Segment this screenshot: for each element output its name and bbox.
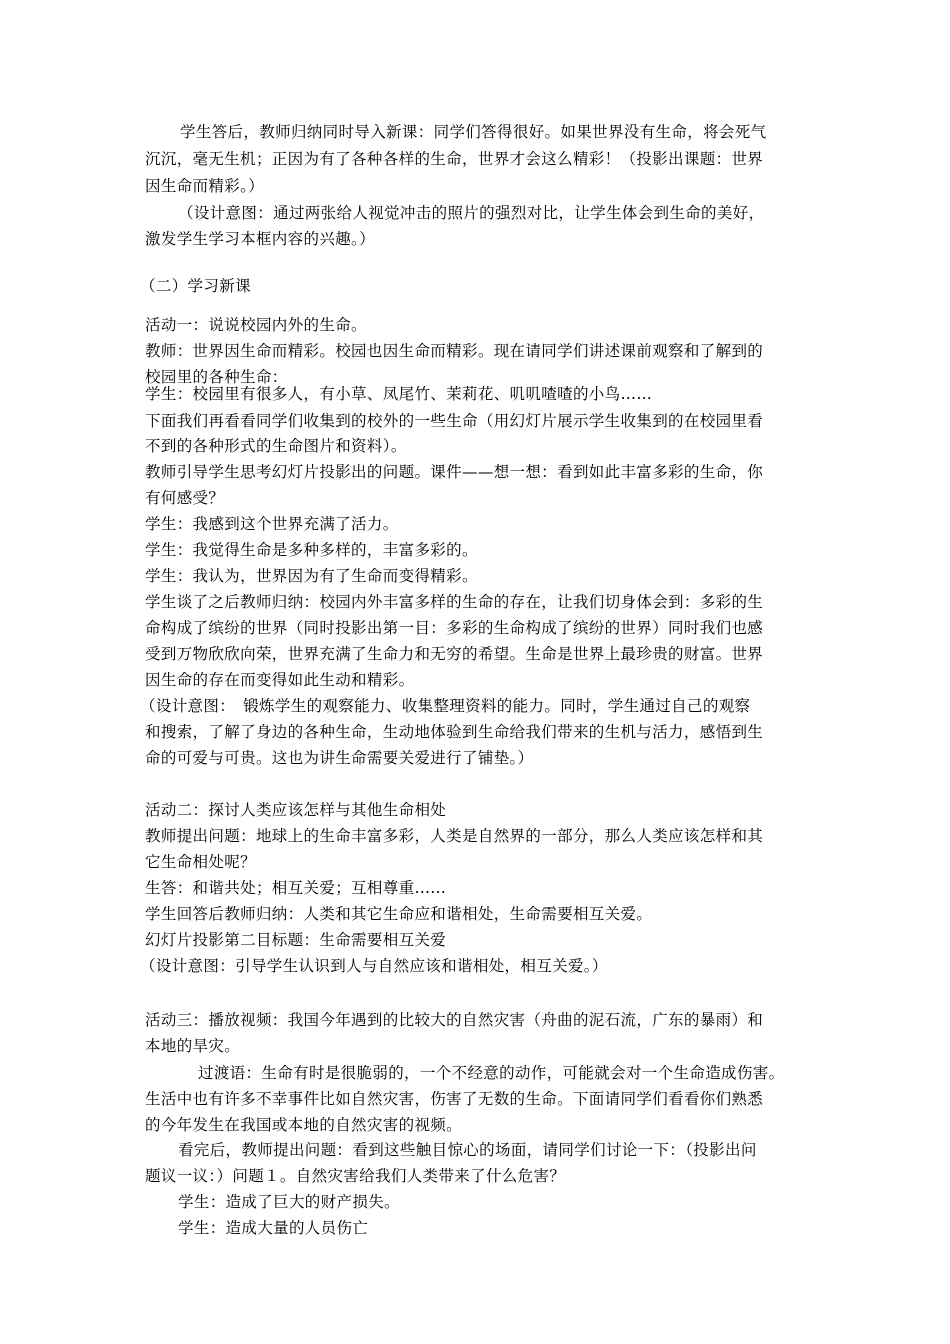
paragraph-line: 它生命相处呢？ xyxy=(145,853,256,871)
paragraph-line: 和搜索，了解了身边的各种生命，生动地体验到生命给我们带来的生机与活力，感悟到生 xyxy=(145,723,764,741)
paragraph-line: （设计意图：通过两张给人视觉冲击的照片的强烈对比，让学生体会到生命的美好， xyxy=(178,204,765,222)
paragraph-line: 学生谈了之后教师归纳：校园内外丰富多样的生命的存在，让我们切身体会到：多彩的生 xyxy=(145,593,764,611)
paragraph-line: 学生：校园里有很多人，有小草、凤尾竹、茉莉花、叽叽喳喳的小鸟…… xyxy=(145,385,653,403)
paragraph-line: 沉沉，毫无生机；正因为有了各种各样的生命，世界才会这么精彩！（投影出课题：世界 xyxy=(145,150,764,168)
paragraph-line: 学生：我认为，世界因为有了生命而变得精彩。 xyxy=(145,567,478,585)
paragraph-line: 看完后，教师提出问题：看到这些触目惊心的场面，请同学们讨论一下：（投影出问 xyxy=(178,1141,757,1159)
paragraph-line: 题议一议：）问题１。自然灾害给我们人类带来了什么危害？ xyxy=(145,1167,566,1185)
paragraph-line: 教师：世界因生命而精彩。校园也因生命而精彩。现在请同学们讲述课前观察和了解到的 xyxy=(145,342,764,360)
paragraph-line: 学生答后，教师归纳同时导入新课：同学们答得很好。如果世界没有生命，将会死气 xyxy=(180,123,767,141)
paragraph-line: 幻灯片投影第二目标题：生命需要相互关爱 xyxy=(145,931,447,949)
paragraph-line: 不到的各种形式的生命图片和资料）。 xyxy=(145,437,407,455)
activity-heading: 活动二：探讨人类应该怎样与其他生命相处 xyxy=(145,801,447,819)
paragraph-line: 因生命的存在而变得如此生动和精彩。 xyxy=(145,671,415,689)
paragraph-line: 学生：造成了巨大的财产损失。 xyxy=(178,1193,400,1211)
activity-heading: 活动三：播放视频：我国今年遇到的比较大的自然灾害（舟曲的泥石流，广东的暴雨）和 xyxy=(145,1011,764,1029)
paragraph-line: 生活中也有许多不幸事件比如自然灾害，伤害了无数的生命。下面请同学们看看你们熟悉 xyxy=(145,1090,764,1108)
paragraph-line: （设计意图： 锻炼学生的观察能力、收集整理资料的能力。同时，学生通过自己的观察 xyxy=(140,697,751,715)
paragraph-line: 命的可爱与可贵。这也为讲生命需要关爱进行了铺垫。） xyxy=(145,749,534,767)
paragraph-line: 因生命而精彩。） xyxy=(145,177,265,195)
paragraph-line: （设计意图：引导学生认识到人与自然应该和谐相处，相互关爱。） xyxy=(140,957,608,975)
paragraph-line: 激发学生学习本框内容的兴趣。） xyxy=(145,230,376,248)
activity-heading: 活动一：说说校园内外的生命。 xyxy=(145,316,367,334)
paragraph-line: 过渡语：生命有时是很脆弱的，一个不经意的动作，可能就会对一个生命造成伤害。 xyxy=(198,1064,785,1082)
paragraph-line: 命构成了缤纷的世界（同时投影出第一目：多彩的生命构成了缤纷的世界）同时我们也感 xyxy=(145,619,764,637)
paragraph-line: 的今年发生在我国或本地的自然灾害的视频。 xyxy=(145,1116,463,1134)
paragraph-line: 学生：造成大量的人员伤亡 xyxy=(178,1219,369,1237)
paragraph-line: 学生回答后教师归纳：人类和其它生命应和谐相处，生命需要相互关爱。 xyxy=(145,905,653,923)
paragraph-line: 校园里的各种生命： xyxy=(145,368,288,386)
paragraph-line: 学生：我感到这个世界充满了活力。 xyxy=(145,515,399,533)
paragraph-line: 受到万物欣欣向荣，世界充满了生命力和无穷的希望。生命是世界上最珍贵的财富。世界 xyxy=(145,645,764,663)
paragraph-line: 本地的旱灾。 xyxy=(145,1037,241,1055)
section-heading: （二）学习新课 xyxy=(140,277,251,295)
paragraph-line: 下面我们再看看同学们收集到的校外的一些生命（用幻灯片展示学生收集到的在校园里看 xyxy=(145,412,764,430)
paragraph-line: 学生：我觉得生命是多种多样的，丰富多彩的。 xyxy=(145,541,478,559)
paragraph-line: 教师提出问题：地球上的生命丰富多彩，人类是自然界的一部分，那么人类应该怎样和其 xyxy=(145,827,764,845)
paragraph-line: 有何感受？ xyxy=(145,489,225,507)
paragraph-line: 教师引导学生思考幻灯片投影出的问题。课件——想一想：看到如此丰富多彩的生命，你 xyxy=(145,463,764,481)
paragraph-line: 生答：和谐共处；相互关爱；互相尊重…… xyxy=(145,879,447,897)
